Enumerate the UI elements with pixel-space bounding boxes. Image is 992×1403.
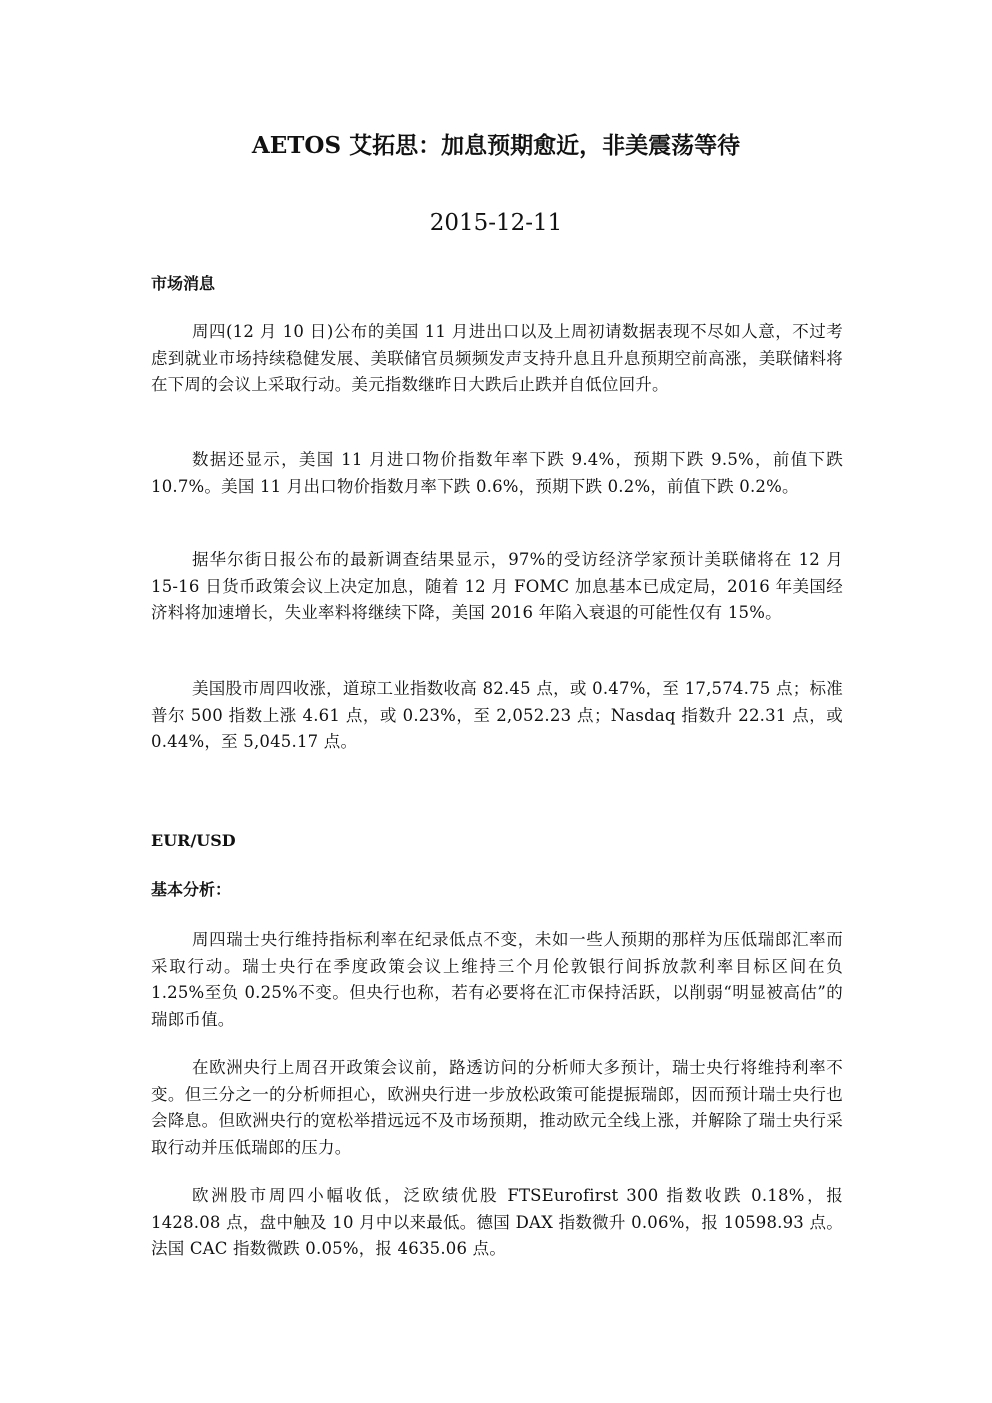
market-news-paragraph-2: 数据还显示，美国 11 月进口物价指数年率下跌 9.4%，预期下跌 9.5%，前值下跌 10.7%。美国 11 月出口物价指数月率下跌 0.6%，预期下跌 0.2%，前值下跌 0.2%。 bbox=[151, 450, 843, 496]
market-news-paragraph-1: 周四(12 月 10 日)公布的美国 11 月进出口以及上周初请数据表现不尽如人意，不过考虑到就业市场持续稳健发展、美联储官员频频发声支持升息且升息预期空前高涨，美联储料将在下周的会议上采取行动。美元指数继昨日大跌后止跌并自低位回升。 bbox=[151, 322, 843, 394]
market-news-paragraph-3: 据华尔街日报公布的最新调查结果显示，97%的受访经济学家预计美联储将在 12 月 15-16 日货币政策会议上决定加息，随着 12 月 FOMC 加息基本已成定局，2016 年美国经济料将加速增长，失业率料将继续下降，美国 2016 年陷入衰退的可能性仅有 15%。 bbox=[151, 550, 843, 622]
eurusd-paragraph-2: 在欧洲央行上周召开政策会议前，路透访问的分析师大多预计，瑞士央行将维持利率不变。但三分之一的分析师担心，欧洲央行进一步放松政策可能提振瑞郎，因而预计瑞士央行也会降息。但欧洲央行的宽松举措远远不及市场预期，推动欧元全线上涨，并解除了瑞士央行采取行动并压低瑞郎的压力。 bbox=[151, 1058, 843, 1157]
fundamental-analysis-heading: 基本分析： bbox=[151, 880, 232, 899]
document-title: AETOS 艾拓思：加息预期愈近，非美震荡等待 bbox=[251, 132, 741, 159]
market-news-paragraph-4: 美国股市周四收涨，道琼工业指数收高 82.45 点，或 0.47%，至 17,574.75 点；标准普尔 500 指数上涨 4.61 点，或 0.23%，至 2,052.23 点；Nasdaq 指数升 22.31 点，或 0.44%，至 5,045.17 点。 bbox=[151, 679, 843, 751]
eurusd-paragraph-1: 周四瑞士央行维持指标利率在纪录低点不变，未如一些人预期的那样为压低瑞郎汇率而采取行动。瑞士央行在季度政策会议上维持三个月伦敦银行间拆放款利率目标区间在负 1.25%至负 0.25%不变。但央行也称，若有必要将在汇市保持活跃，以削弱“明显被高估”的瑞郎币值。 bbox=[151, 930, 843, 1029]
document-date: 2015-12-11 bbox=[429, 210, 563, 236]
market-news-heading: 市场消息 bbox=[151, 274, 216, 293]
currency-pair-heading: EUR/USD bbox=[151, 831, 236, 850]
eurusd-paragraph-3: 欧洲股市周四小幅收低，泛欧绩优股 FTSEurofirst 300 指数收跌 0.18%，报 1428.08 点，盘中触及 10 月中以来最低。德国 DAX 指数微升 0.06%，报 10598.93 点。法国 CAC 指数微跌 0.05%，报 4635.06 点。 bbox=[151, 1186, 843, 1258]
